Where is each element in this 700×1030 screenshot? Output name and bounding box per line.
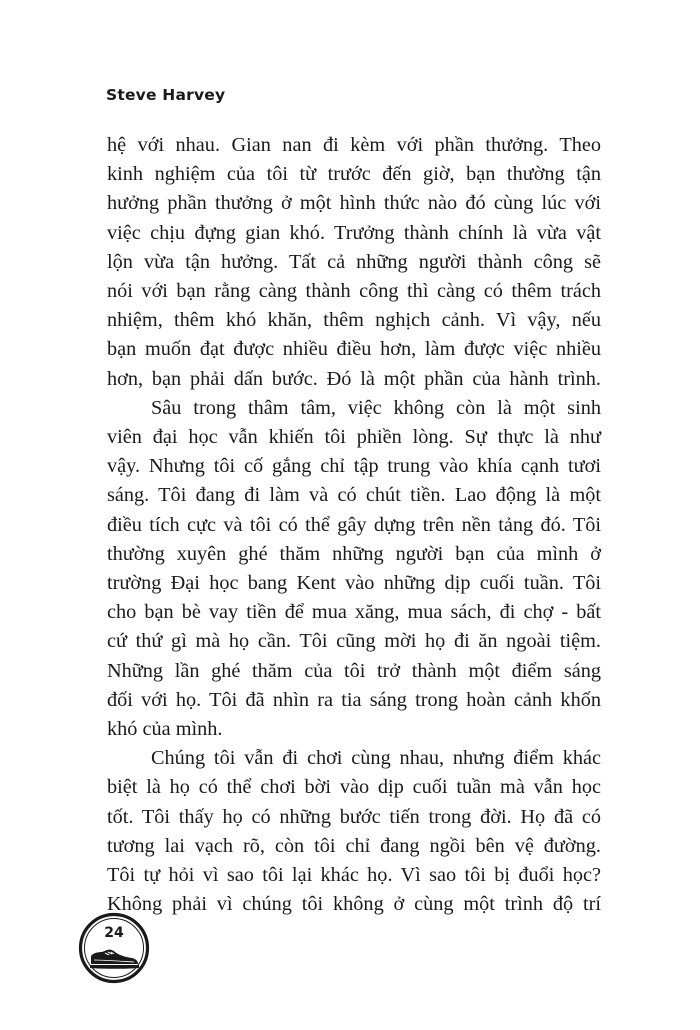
text-line: Không phải vì chúng tôi không ở cùng một trình độ trí (107, 893, 601, 916)
text-line: hệ với nhau. Gian nan đi kèm với phần thưởng. Theo (107, 134, 601, 156)
page-number-emblem (78, 912, 150, 984)
text-line: Những lần ghé thăm của tôi trở thành một điểm sáng (107, 659, 601, 682)
text-line: hưởng phần thưởng ở một hình thức nào đó cùng lúc với (107, 192, 601, 215)
text-line: cho bạn bè vay tiền để mua xăng, mua sách, đi chợ - bất (107, 601, 601, 624)
text-line: biệt là họ có thể chơi bời vào dịp cuối tuần mà vẫn học (107, 776, 601, 799)
shoe-icon (78, 912, 150, 984)
text-line: vậy. Nhưng tôi cố gắng chỉ tập trung vào khía cạnh tươi (107, 455, 601, 478)
text-line: Tôi tự hỏi vì sao tôi lại khác họ. Vì sao tôi bị đuổi học? (107, 864, 601, 887)
page-number: 24 (104, 925, 124, 941)
text-line: lộn vừa tận hưởng. Tất cả những người thành công sẽ (107, 250, 601, 273)
text-line: tương lai vạch rõ, còn tôi chỉ đang ngồi bên vệ đường. (107, 834, 601, 857)
paragraph-first-line: Chúng tôi vẫn đi chơi cùng nhau, nhưng điểm khác (151, 747, 601, 770)
text-line: đối với họ. Tôi đã nhìn ra tia sáng trong hoàn cảnh khốn (107, 688, 601, 711)
text-line: tốt. Tôi thấy họ có những bước tiến trong đời. Họ đã có (107, 805, 601, 828)
text-line: viên đại học vẫn khiến tôi phiền lòng. Sự thực là như (107, 426, 601, 449)
text-line: cứ thứ gì mà họ cần. Tôi cũng mời họ đi ăn ngoài tiệm. (107, 630, 601, 653)
text-line: việc chịu đựng gian khó. Trưởng thành chính là vừa vật (107, 221, 601, 244)
text-line: hơn, bạn phải dấn bước. Đó là một phần của hành trình. (107, 367, 601, 390)
text-line: bạn muốn đạt được nhiều điều hơn, làm được việc nhiều (107, 338, 601, 361)
paragraph-first-line: Sâu trong thâm tâm, việc không còn là một sinh (151, 396, 601, 419)
paragraph-last-line: khó của mình. (107, 718, 223, 741)
text-line: trường Đại học bang Kent vào những dịp cuối tuần. Tôi (107, 572, 601, 595)
text-line: nói với bạn rằng càng thành công thì càng có thêm trách (107, 280, 601, 303)
text-line: thường xuyên ghé thăm những người bạn của mình ở (107, 542, 601, 565)
body-text (107, 131, 601, 919)
text-line: nhiệm, thêm khó khăn, thêm nghịch cảnh. Vì vậy, nếu (107, 309, 601, 332)
text-line: điều tích cực và tôi có thể gây dựng trên nền tảng đó. Tôi (107, 513, 601, 536)
text-line: sáng. Tôi đang đi làm và có chút tiền. Lao động là một (107, 484, 601, 507)
text-line: kinh nghiệm của tôi từ trước đến giờ, bạn thường tận (107, 163, 601, 186)
running-header-title: Steve Harvey (106, 86, 226, 104)
